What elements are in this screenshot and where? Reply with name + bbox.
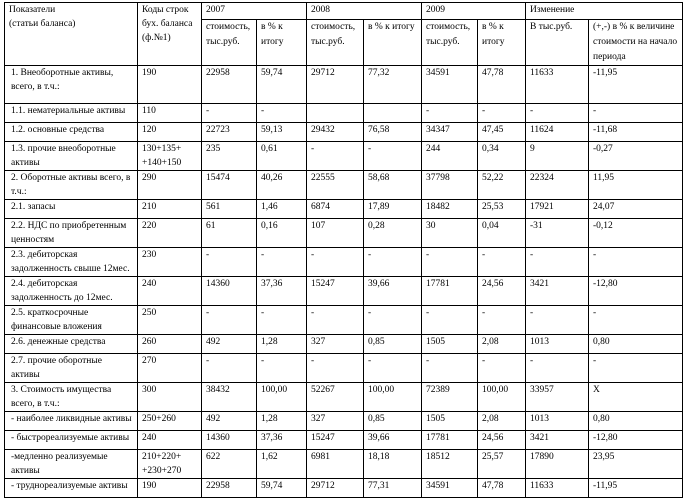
change-abs: - [526,354,589,383]
value-2008 [307,104,364,123]
header-codes: Коды строк бух. баланса (ф.№1) [138,3,202,66]
pct-2008: - [364,142,422,171]
pct-2008: 39,66 [364,277,422,306]
table-row [5,66,683,104]
row-label: 2.3. дебиторская задолженность свыше 12мес. [5,248,138,277]
header-row-years [5,3,683,20]
header-value-2009: стоимость, тыс.руб. [422,20,478,66]
row-label: 2.6. денежные средства [5,335,138,354]
value-2007: - [202,306,257,335]
value-2008: 29712 [307,66,364,104]
pct-2009: - [478,248,526,277]
header-pct-2008: в % к итогу [364,20,422,66]
value-2009: 17781 [422,277,478,306]
row-label: 3. Стоимость имущества всего, в т.ч.: [5,383,138,412]
row-label: 2. Оборотные активы всего, в т.ч.: [5,171,138,200]
value-2007: 61 [202,219,257,248]
change-pct: -11,68 [589,123,683,142]
balance-table [4,2,683,498]
value-2007: - [202,354,257,383]
row-code: 210+220+ +230+270 [138,450,202,479]
pct-2007: - [257,306,307,335]
value-2009: - [422,306,478,335]
change-abs: 33957 [526,383,589,412]
pct-2008: - [364,306,422,335]
row-code: 240 [138,431,202,450]
table-row [5,277,683,306]
pct-2008: 0,85 [364,412,422,431]
pct-2007: 59,74 [257,66,307,104]
change-abs: 3421 [526,277,589,306]
header-year-2008: 2008 [307,3,422,20]
value-2008: 6874 [307,200,364,219]
row-label: 1.3. прочие внеоборотные активы [5,142,138,171]
row-code: 240 [138,277,202,306]
pct-2007: - [257,354,307,383]
change-abs: - [526,248,589,277]
value-2009: 30 [422,219,478,248]
pct-2007: 37,36 [257,431,307,450]
change-pct: -0,12 [589,219,683,248]
value-2007: 22958 [202,479,257,498]
value-2008: 52267 [307,383,364,412]
change-pct: 11,95 [589,171,683,200]
pct-2009: 24,56 [478,277,526,306]
value-2008: 29712 [307,479,364,498]
row-code: 190 [138,479,202,498]
row-code: 110 [138,104,202,123]
value-2009: 18482 [422,200,478,219]
table-row [5,104,683,123]
pct-2009: 47,45 [478,123,526,142]
pct-2008: 0,85 [364,335,422,354]
value-2009: 34591 [422,479,478,498]
row-code: 210 [138,200,202,219]
change-pct: -12,80 [589,431,683,450]
header-value-2008: стоимость, тыс.руб. [307,20,364,66]
change-pct: 24,07 [589,200,683,219]
value-2008: 22555 [307,171,364,200]
row-code: 250+260 [138,412,202,431]
pct-2007: 0,61 [257,142,307,171]
row-label: 1. Внеоборотные активы, всего, в т.ч.: [5,66,138,104]
change-pct: X [589,383,683,412]
change-pct: - [589,248,683,277]
change-pct: 0,80 [589,335,683,354]
value-2009: 1505 [422,335,478,354]
pct-2009: 2,08 [478,335,526,354]
row-label: 2.4. дебиторская задолженность до 12мес. [5,277,138,306]
pct-2009: 24,56 [478,431,526,450]
change-abs: -31 [526,219,589,248]
pct-2009: - [478,306,526,335]
pct-2009: - [478,104,526,123]
pct-2009: 52,22 [478,171,526,200]
change-abs: 17921 [526,200,589,219]
value-2009: 17781 [422,431,478,450]
row-label: 2.1. запасы [5,200,138,219]
value-2007: 22723 [202,123,257,142]
value-2007: 561 [202,200,257,219]
header-pct-2009: в % к итогу [478,20,526,66]
value-2009: 72389 [422,383,478,412]
pct-2007: - [257,104,307,123]
pct-2009: 25,57 [478,450,526,479]
value-2007: 235 [202,142,257,171]
row-code: 260 [138,335,202,354]
row-label: 1.1. нематериальные активы [5,104,138,123]
pct-2008: 77,32 [364,66,422,104]
value-2008: 29432 [307,123,364,142]
table-row [5,412,683,431]
pct-2009: - [478,354,526,383]
value-2008: 327 [307,335,364,354]
pct-2007: 59,74 [257,479,307,498]
change-abs: 17890 [526,450,589,479]
row-label: 2.5. краткосрочные финансовые вложения [5,306,138,335]
row-code: 230 [138,248,202,277]
change-pct: -0,27 [589,142,683,171]
change-pct: -12,80 [589,277,683,306]
header-indicator: Показатели (статьи баланса) [5,3,138,66]
table-row [5,335,683,354]
row-code: 250 [138,306,202,335]
value-2009: 18512 [422,450,478,479]
header-change: Изменение [526,3,683,20]
row-code: 220 [138,219,202,248]
value-2009: - [422,354,478,383]
pct-2009: 47,78 [478,479,526,498]
value-2007: - [202,248,257,277]
header-year-2007: 2007 [202,3,307,20]
pct-2007: 1,28 [257,335,307,354]
value-2008: - [307,354,364,383]
change-pct: 0,80 [589,412,683,431]
pct-2009: 25,53 [478,200,526,219]
change-abs: 9 [526,142,589,171]
table-row [5,171,683,200]
pct-2007: 1,46 [257,200,307,219]
value-2008: 15247 [307,277,364,306]
header-change-pct: (+,-) в % к величине стоимости на начало периода [589,20,683,66]
row-label: 2.2. НДС по приобретенным ценностям [5,219,138,248]
change-abs: 11633 [526,66,589,104]
value-2007: 492 [202,335,257,354]
row-label: 1.2. основные средства [5,123,138,142]
value-2007: 492 [202,412,257,431]
pct-2009: 100,00 [478,383,526,412]
table-row [5,431,683,450]
change-pct: -11,95 [589,66,683,104]
pct-2007: 37,36 [257,277,307,306]
pct-2008: - [364,248,422,277]
change-pct: -11,95 [589,479,683,498]
header-value-2007: стоимость, тыс.руб. [202,20,257,66]
row-label: - труднореализуемые активы [5,479,138,498]
table-row [5,142,683,171]
row-code: 270 [138,354,202,383]
pct-2008: 100,00 [364,383,422,412]
value-2007: 622 [202,450,257,479]
value-2008: - [307,142,364,171]
pct-2007: 1,62 [257,450,307,479]
pct-2008: 58,68 [364,171,422,200]
row-label: -медленно реализуемые активы [5,450,138,479]
change-abs: 22324 [526,171,589,200]
change-abs: 1013 [526,412,589,431]
value-2007: 22958 [202,66,257,104]
change-pct: 23,95 [589,450,683,479]
value-2009: 34347 [422,123,478,142]
pct-2008 [364,104,422,123]
table-row [5,306,683,335]
value-2007: 14360 [202,431,257,450]
pct-2007: 40,26 [257,171,307,200]
change-abs: 11624 [526,123,589,142]
header-change-abs: В тыс.руб. [526,20,589,66]
value-2007: 38432 [202,383,257,412]
row-label: - наиболее ликвидные активы [5,412,138,431]
row-code: 190 [138,66,202,104]
value-2008: - [307,306,364,335]
table-row [5,479,683,498]
table-row [5,248,683,277]
table-row [5,200,683,219]
change-pct: - [589,306,683,335]
pct-2008: - [364,354,422,383]
row-code: 290 [138,171,202,200]
pct-2009: 0,04 [478,219,526,248]
row-code: 120 [138,123,202,142]
change-abs: - [526,104,589,123]
value-2008: - [307,248,364,277]
change-abs: 3421 [526,431,589,450]
value-2008: 107 [307,219,364,248]
pct-2009: 0,34 [478,142,526,171]
table-row [5,383,683,412]
pct-2009: 2,08 [478,412,526,431]
table-row [5,123,683,142]
value-2009: - [422,248,478,277]
pct-2008: 76,58 [364,123,422,142]
pct-2007: 0,16 [257,219,307,248]
value-2009: 37798 [422,171,478,200]
pct-2009: 47,78 [478,66,526,104]
value-2007: 15474 [202,171,257,200]
change-abs: 1013 [526,335,589,354]
value-2008: 15247 [307,431,364,450]
value-2007: 14360 [202,277,257,306]
pct-2008: 77,31 [364,479,422,498]
row-code: 300 [138,383,202,412]
pct-2008: 0,28 [364,219,422,248]
value-2009: 1505 [422,412,478,431]
table-row [5,354,683,383]
value-2007: - [202,104,257,123]
pct-2008: 39,66 [364,431,422,450]
change-abs: 11633 [526,479,589,498]
change-pct: - [589,104,683,123]
value-2008: 6981 [307,450,364,479]
change-pct: - [589,354,683,383]
pct-2008: 17,89 [364,200,422,219]
pct-2008: 18,18 [364,450,422,479]
change-abs: - [526,306,589,335]
pct-2007: 59,13 [257,123,307,142]
row-label: 2.7. прочие оборотные активы [5,354,138,383]
value-2009: - [422,104,478,123]
value-2008: 327 [307,412,364,431]
pct-2007: 1,28 [257,412,307,431]
header-pct-2007: в % к итогу [257,20,307,66]
table-row [5,219,683,248]
pct-2007: 100,00 [257,383,307,412]
value-2009: 34591 [422,66,478,104]
table-row [5,450,683,479]
value-2009: 244 [422,142,478,171]
header-year-2009: 2009 [422,3,526,20]
row-label: - быстрореализуемые активы [5,431,138,450]
pct-2007: - [257,248,307,277]
row-code: 130+135+ +140+150 [138,142,202,171]
